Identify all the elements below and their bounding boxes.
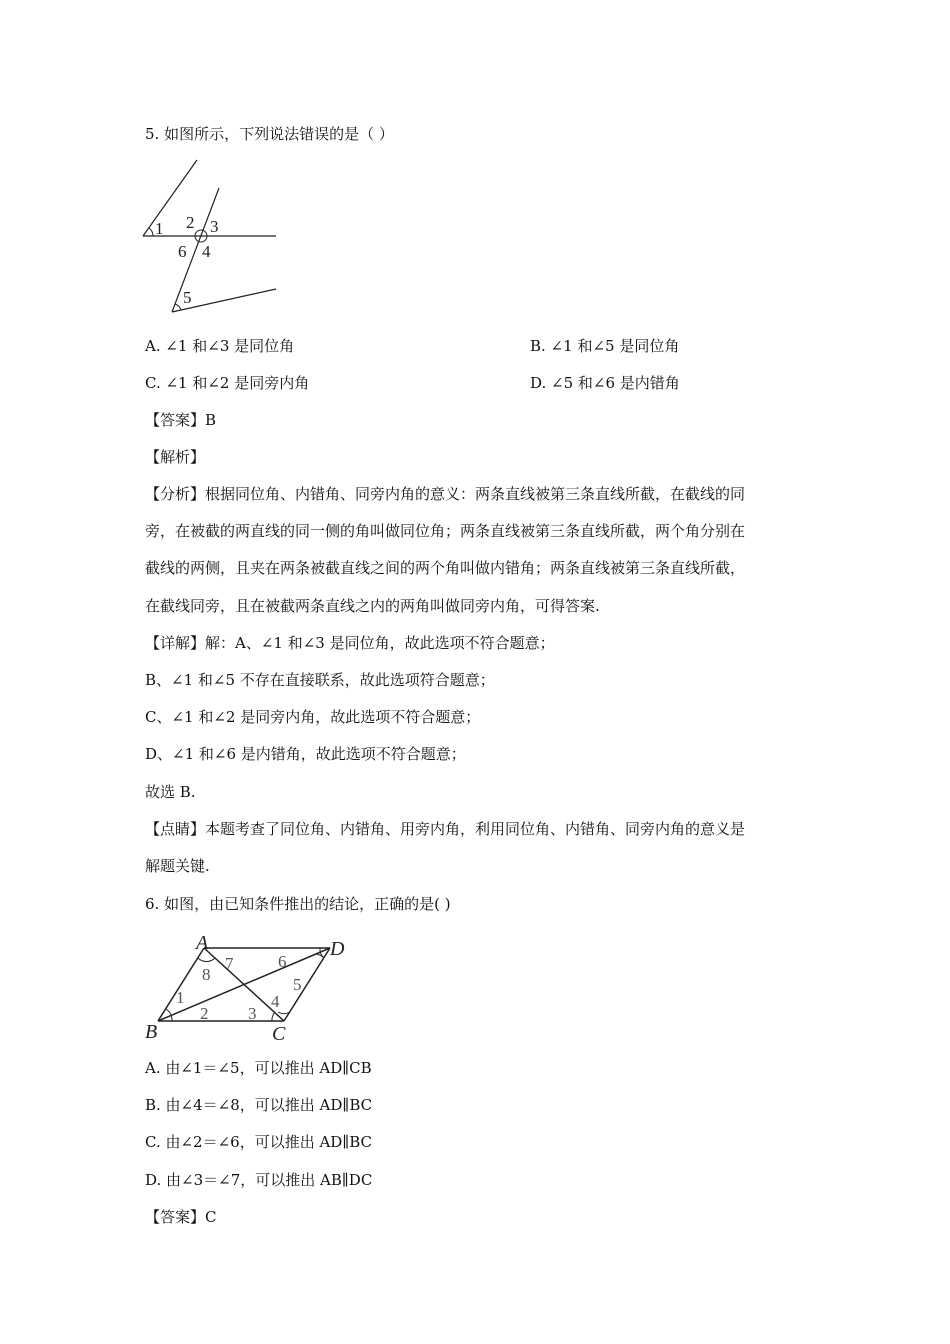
q5-analysis-line: 旁，在被截的两直线的同一侧的角叫做同位角；两条直线被第三条直线所截，两个角分别在 xyxy=(145,522,746,540)
q6-angle-label: 4 xyxy=(271,992,280,1011)
q6-angle-label: 6 xyxy=(278,952,287,971)
q5-option-b: B. ∠1 和∠5 是同位角 xyxy=(530,337,680,355)
q6-side-dc xyxy=(284,948,330,1021)
q6-question: 6. 如图，由已知条件推出的结论，正确的是( ) xyxy=(145,895,451,913)
q5-analysis-line: 截线的两侧，且夹在两条被截直线之间的两个角叫做内错角；两条直线被第三条直线所截， xyxy=(145,559,746,577)
q6-angle-arc-b xyxy=(166,1009,172,1021)
q6-angle-arc-a xyxy=(198,958,215,962)
q5-label-2: 2 xyxy=(186,213,195,232)
q5-label-5: 5 xyxy=(183,288,192,307)
q6-option-c: C. 由∠2＝∠6，可以推出 AD∥BC xyxy=(145,1133,373,1151)
q5-label-1: 1 xyxy=(155,219,164,238)
q5-conclusion: 故选 B. xyxy=(145,783,196,801)
q6-angle-label: 1 xyxy=(176,988,185,1007)
q5-option-c: C. ∠1 和∠2 是同旁内角 xyxy=(145,374,310,392)
q6-angle-label: 2 xyxy=(200,1004,209,1023)
q5-answer: 【答案】B xyxy=(145,411,217,429)
q5-option-a: A. ∠1 和∠3 是同位角 xyxy=(145,337,295,355)
q5-comment-line: 解题关键. xyxy=(145,857,210,875)
q5-detail-line: B、∠1 和∠5 不存在直接联系，故此选项符合题意； xyxy=(145,671,495,689)
q5-question: 5. 如图所示，下列说法错误的是（ ） xyxy=(145,125,394,143)
q6-vertex-d: D xyxy=(330,938,345,960)
q6-angle-arc-c2 xyxy=(278,1012,290,1014)
q5-analysis-heading: 【解析】 xyxy=(145,448,206,466)
q6-vertex-b: B xyxy=(145,1021,158,1043)
q6-diagonal-bd xyxy=(158,948,330,1021)
q6-angle-arc-c xyxy=(272,1012,275,1021)
q5-label-4: 4 xyxy=(202,242,211,261)
q5-comment-line: 【点睛】本题考查了同位角、内错角、用旁内角，利用同位角、内错角、同旁内角的意义是 xyxy=(145,820,746,838)
q6-answer: 【答案】C xyxy=(145,1208,217,1226)
q5-label-3: 3 xyxy=(210,217,219,236)
q5-analysis-line: 在截线同旁，且在被截两条直线之内的两角叫做同旁内角，可得答案. xyxy=(145,597,600,615)
q5-label-6: 6 xyxy=(178,242,187,261)
q6-figure-svg xyxy=(140,932,360,1044)
q5-analysis-line: 【分析】根据同位角、内错角、同旁内角的意义：两条直线被第三条直线所截，在截线的同 xyxy=(145,485,746,503)
q6-angle-label: 7 xyxy=(225,954,234,973)
q6-figure xyxy=(140,932,360,1048)
q5-angle1-arc xyxy=(149,228,153,236)
q6-vertex-c: C xyxy=(272,1023,286,1044)
q6-side-ab xyxy=(158,948,204,1021)
q6-angle-arc-d2 xyxy=(316,954,324,958)
q5-figure xyxy=(140,158,280,324)
q5-detail-line: D、∠1 和∠6 是内错角，故此选项不符合题意； xyxy=(145,745,466,763)
q6-option-d: D. 由∠3＝∠7，可以推出 AB∥DC xyxy=(145,1171,373,1189)
q6-vertex-a: A xyxy=(196,932,209,954)
q6-angle-label: 8 xyxy=(202,965,211,984)
q5-detail-line: C、∠1 和∠2 是同旁内角，故此选项不符合题意； xyxy=(145,708,481,726)
q6-option-a: A. 由∠1＝∠5，可以推出 AD∥CB xyxy=(145,1059,372,1077)
q5-option-d: D. ∠5 和∠6 是内错角 xyxy=(530,374,680,392)
q6-angle-label: 3 xyxy=(248,1004,257,1023)
q5-detail-line: 【详解】解：A、∠1 和∠3 是同位角，故此选项不符合题意； xyxy=(145,634,555,652)
q5-angle5-arc xyxy=(175,304,181,310)
q5-figure-svg xyxy=(140,158,280,320)
q6-angle-label: 5 xyxy=(293,975,302,994)
q6-option-b: B. 由∠4＝∠8，可以推出 AD∥BC xyxy=(145,1096,373,1114)
